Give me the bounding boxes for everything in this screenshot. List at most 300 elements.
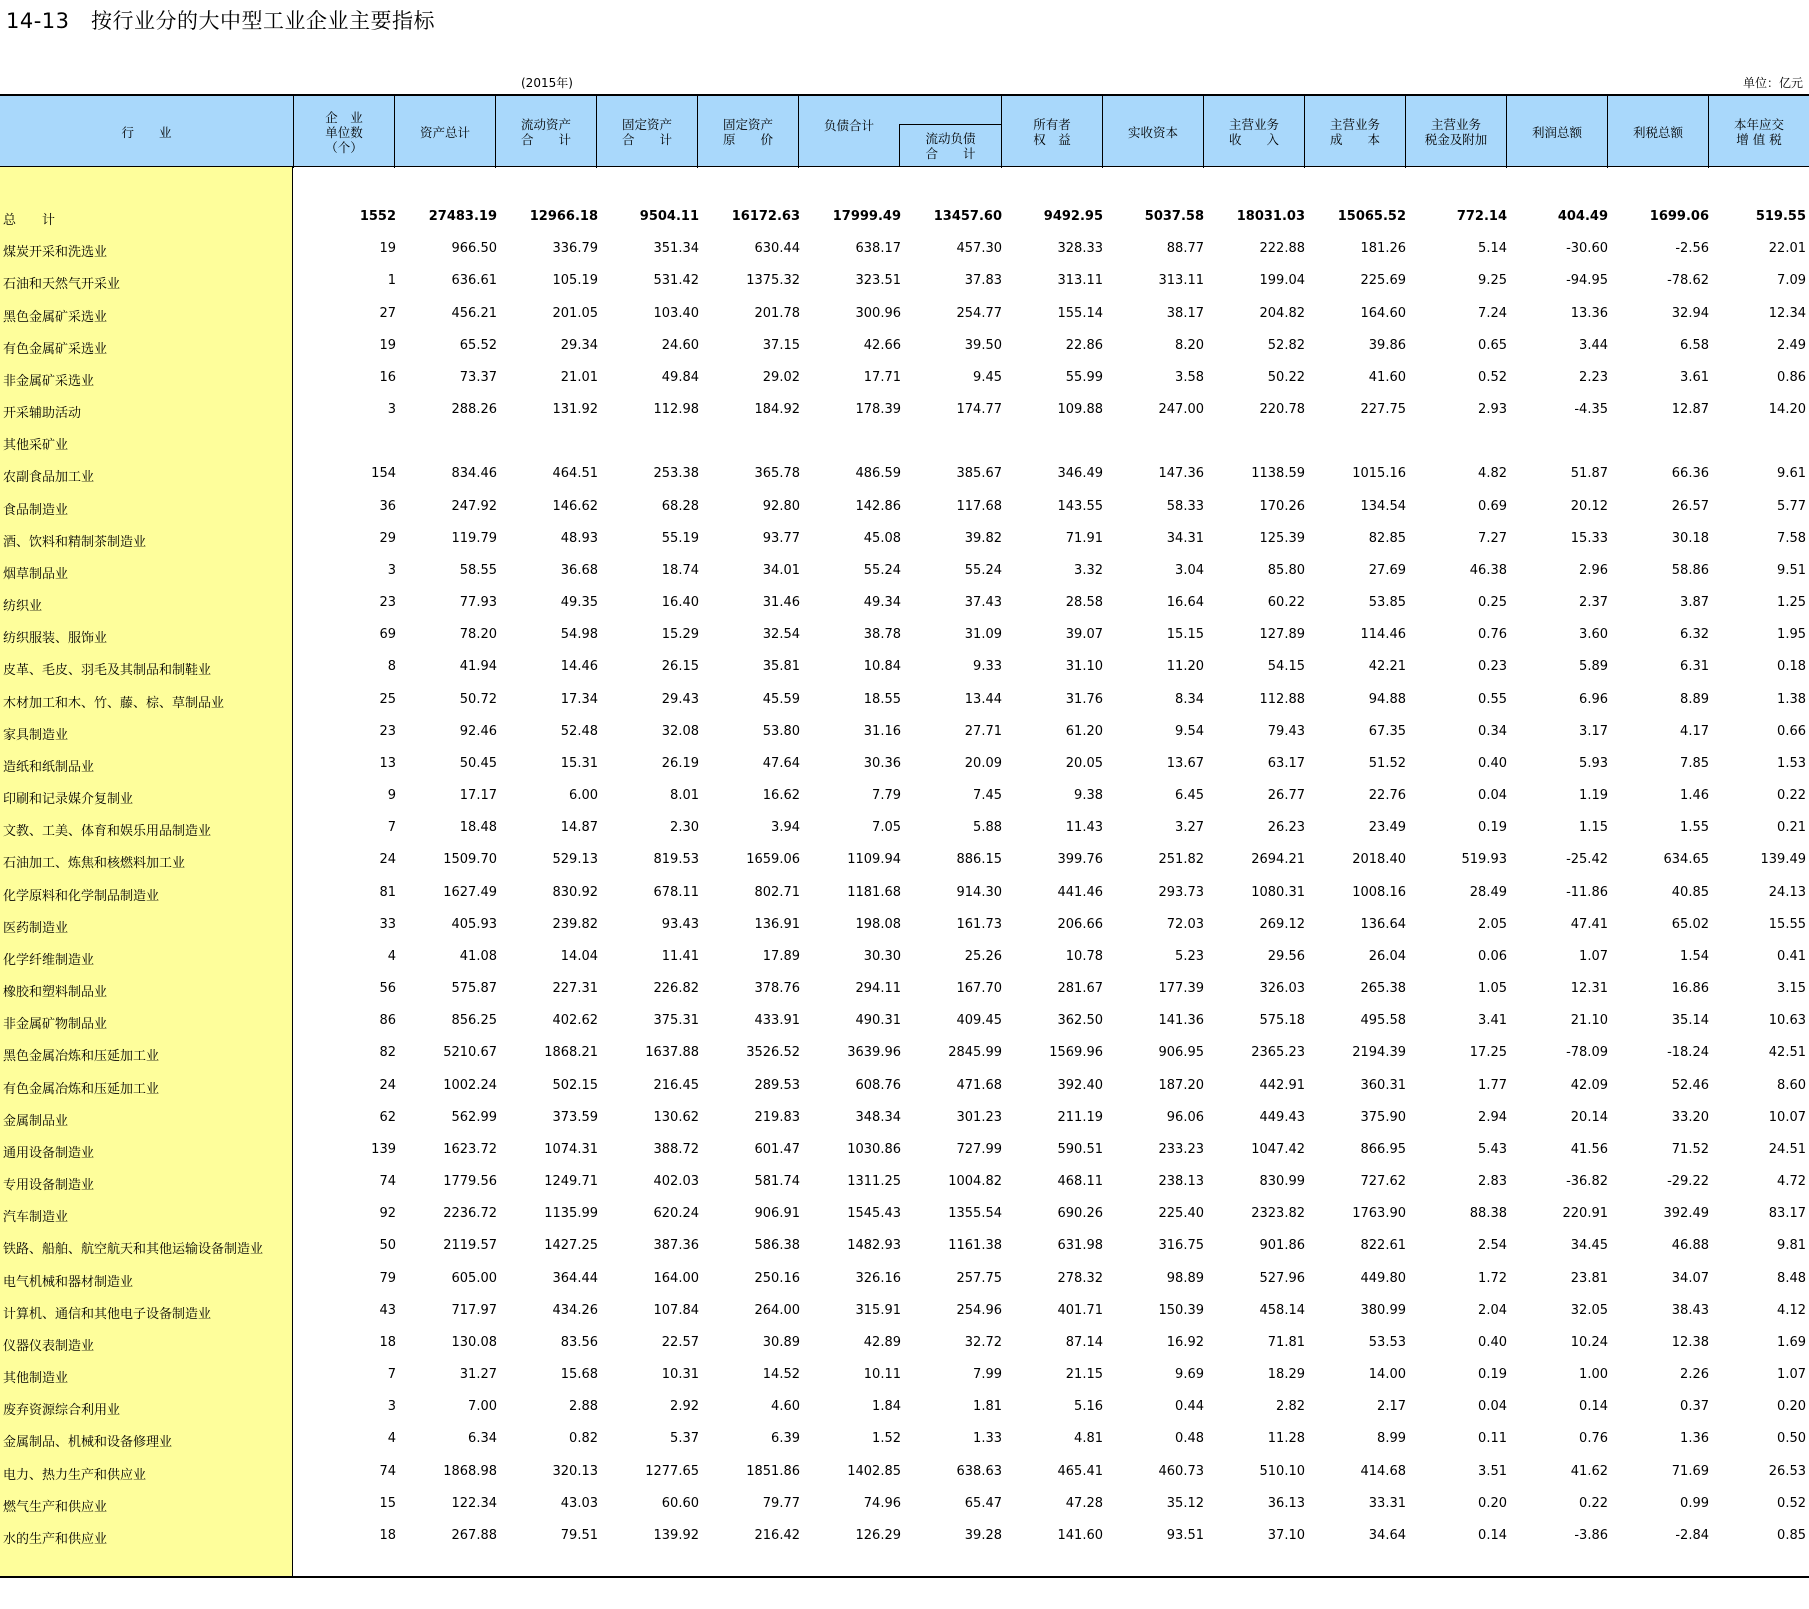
row-value-cell: 216.45 xyxy=(653,1077,699,1093)
row-value-cell: 127.89 xyxy=(1259,627,1305,643)
table-row xyxy=(0,1038,1809,1070)
row-value-cell: 98.89 xyxy=(1166,1270,1204,1286)
row-value-cell: 441.46 xyxy=(1057,884,1103,900)
row-value-cell: 5.88 xyxy=(973,820,1002,836)
row-value-cell: 16.62 xyxy=(762,788,800,804)
row-value-cell: 502.15 xyxy=(552,1077,598,1093)
row-value-cell: 22.86 xyxy=(1065,337,1103,353)
row-value-cell: 630.44 xyxy=(754,241,800,257)
row-value-cell: 527.96 xyxy=(1259,1270,1305,1286)
row-value-cell: 1181.68 xyxy=(847,884,901,900)
row-industry-name: 有色金属冶炼和压延加工业 xyxy=(3,1081,160,1097)
row-value-cell: 33.20 xyxy=(1671,1109,1709,1125)
row-value-cell: 12.34 xyxy=(1768,305,1806,321)
row-value-cell: 11.43 xyxy=(1065,820,1103,836)
row-value-cell: 727.62 xyxy=(1360,1174,1406,1190)
row-value-cell: 3 xyxy=(387,1399,396,1415)
row-value-cell: 93.77 xyxy=(762,530,800,546)
row-value-cell: 1375.32 xyxy=(746,273,800,289)
row-value-cell: 93.43 xyxy=(661,916,699,932)
row-value-cell: 392.40 xyxy=(1057,1077,1103,1093)
row-value-cell: 72.03 xyxy=(1166,916,1204,932)
row-value-cell: 1008.16 xyxy=(1352,884,1406,900)
row-value-cell: 364.44 xyxy=(552,1270,598,1286)
row-value-cell: 187.20 xyxy=(1158,1077,1204,1093)
row-value-cell: 1109.94 xyxy=(847,852,901,868)
row-value-cell: 52.82 xyxy=(1267,337,1305,353)
row-value-cell: 323.51 xyxy=(855,273,901,289)
row-value-cell: 66.36 xyxy=(1671,466,1709,482)
row-value-cell: 55.24 xyxy=(964,562,1002,578)
row-value-cell: 1.52 xyxy=(872,1431,901,1447)
row-value-cell: 1763.90 xyxy=(1352,1206,1406,1222)
row-value-cell: 170.26 xyxy=(1259,498,1305,514)
row-value-cell: 802.71 xyxy=(754,884,800,900)
row-value-cell: 1138.59 xyxy=(1251,466,1305,482)
row-value-cell: 55.99 xyxy=(1065,369,1103,385)
row-value-cell: 267.88 xyxy=(451,1527,497,1543)
row-value-cell: 46.38 xyxy=(1469,562,1507,578)
row-value-cell: 139.49 xyxy=(1760,852,1806,868)
row-value-cell: 10.07 xyxy=(1768,1109,1806,1125)
row-value-cell: 79.51 xyxy=(560,1527,598,1543)
row-value-cell: 6.39 xyxy=(771,1431,800,1447)
row-value-cell: 14.00 xyxy=(1368,1367,1406,1383)
table-row xyxy=(0,1392,1809,1424)
row-value-cell: 13.67 xyxy=(1166,755,1204,771)
row-value-cell: 114.46 xyxy=(1360,627,1406,643)
table-row xyxy=(0,1424,1809,1456)
row-value-cell: 112.98 xyxy=(653,402,699,418)
row-industry-name: 农副食品加工业 xyxy=(3,470,95,486)
row-value-cell: 1699.06 xyxy=(1649,209,1709,224)
row-value-cell: 0.44 xyxy=(1175,1399,1204,1415)
row-value-cell: 6.32 xyxy=(1680,627,1709,643)
row-value-cell: 32.72 xyxy=(964,1334,1002,1350)
row-value-cell: 82 xyxy=(379,1045,396,1061)
row-value-cell: 125.39 xyxy=(1259,530,1305,546)
row-value-cell: 7.05 xyxy=(872,820,901,836)
row-value-cell: 239.82 xyxy=(552,916,598,932)
row-value-cell: 58.86 xyxy=(1671,562,1709,578)
row-value-cell: 30.36 xyxy=(863,755,901,771)
table-row xyxy=(0,331,1809,363)
row-value-cell: 387.36 xyxy=(653,1238,699,1254)
table-row xyxy=(0,652,1809,684)
row-value-cell: 250.16 xyxy=(754,1270,800,1286)
row-value-cell: 27.69 xyxy=(1368,562,1406,578)
row-value-cell: 35.81 xyxy=(762,659,800,675)
row-value-cell: 2119.57 xyxy=(443,1238,497,1254)
row-value-cell: 20.05 xyxy=(1065,755,1103,771)
row-value-cell: 315.91 xyxy=(855,1302,901,1318)
row-value-cell: -29.22 xyxy=(1667,1174,1709,1190)
table-row xyxy=(0,363,1809,395)
row-value-cell: 161.73 xyxy=(956,916,1002,932)
row-value-cell: 21.15 xyxy=(1065,1367,1103,1383)
row-value-cell: 7.27 xyxy=(1478,530,1507,546)
row-value-cell: 4 xyxy=(387,1431,396,1447)
row-value-cell: 35.14 xyxy=(1671,1013,1709,1029)
row-value-cell: 34.07 xyxy=(1671,1270,1709,1286)
row-industry-name: 通用设备制造业 xyxy=(3,1145,95,1161)
row-industry-name: 其他制造业 xyxy=(3,1371,69,1387)
row-value-cell: 906.95 xyxy=(1158,1045,1204,1061)
row-value-cell: 7 xyxy=(387,1367,396,1383)
row-value-cell: 92 xyxy=(379,1206,396,1222)
row-value-cell: 136.64 xyxy=(1360,916,1406,932)
row-value-cell: 0.65 xyxy=(1478,337,1507,353)
row-value-cell: 316.75 xyxy=(1158,1238,1204,1254)
row-value-cell: 690.26 xyxy=(1057,1206,1103,1222)
row-value-cell: 2.30 xyxy=(670,820,699,836)
row-value-cell: 41.60 xyxy=(1368,369,1406,385)
row-value-cell: 3.51 xyxy=(1478,1463,1507,1479)
row-value-cell: 71.52 xyxy=(1671,1141,1709,1157)
row-value-cell: 58.33 xyxy=(1166,498,1204,514)
row-value-cell: 18 xyxy=(379,1334,396,1350)
row-industry-name: 专用设备制造业 xyxy=(3,1178,95,1194)
row-value-cell: 47.28 xyxy=(1065,1495,1103,1511)
row-value-cell: 2.54 xyxy=(1478,1238,1507,1254)
row-value-cell: 16172.63 xyxy=(731,209,800,224)
row-industry-name: 黑色金属矿采选业 xyxy=(3,309,108,325)
row-value-cell: 0.04 xyxy=(1478,788,1507,804)
row-value-cell: 9 xyxy=(387,788,396,804)
row-value-cell: 8.48 xyxy=(1777,1270,1806,1286)
row-industry-name: 皮革、毛皮、羽毛及其制品和制鞋业 xyxy=(3,663,212,679)
row-value-cell: 49.35 xyxy=(560,595,598,611)
row-value-cell: -11.86 xyxy=(1566,884,1608,900)
row-value-cell: -4.35 xyxy=(1574,402,1608,418)
row-value-cell: 1.38 xyxy=(1777,691,1806,707)
row-value-cell: 2.49 xyxy=(1777,337,1806,353)
row-value-cell: 1015.16 xyxy=(1352,466,1406,482)
table-row xyxy=(0,1006,1809,1038)
row-value-cell: 15.29 xyxy=(661,627,699,643)
row-value-cell: 7.45 xyxy=(973,788,1002,804)
row-value-cell: 42.51 xyxy=(1768,1045,1806,1061)
row-value-cell: 164.00 xyxy=(653,1270,699,1286)
row-value-cell: 10.78 xyxy=(1065,948,1103,964)
data-table xyxy=(0,94,1809,1578)
row-value-cell: 1637.88 xyxy=(645,1045,699,1061)
row-value-cell: 434.26 xyxy=(552,1302,598,1318)
row-value-cell: 220.91 xyxy=(1562,1206,1608,1222)
row-value-cell: 289.53 xyxy=(754,1077,800,1093)
row-value-cell: 201.78 xyxy=(754,305,800,321)
row-value-cell: 388.72 xyxy=(653,1141,699,1157)
row-value-cell: 7 xyxy=(387,820,396,836)
row-value-cell: 1277.65 xyxy=(645,1463,699,1479)
row-value-cell: 134.54 xyxy=(1360,498,1406,514)
row-value-cell: 288.26 xyxy=(451,402,497,418)
row-value-cell: 16.86 xyxy=(1671,981,1709,997)
unit-note: 单位：亿元 xyxy=(1742,76,1803,90)
row-value-cell: 348.34 xyxy=(855,1109,901,1125)
row-value-cell: 24 xyxy=(379,1077,396,1093)
row-value-cell: 0.25 xyxy=(1478,595,1507,611)
row-value-cell: 1.05 xyxy=(1478,981,1507,997)
row-value-cell: 1.46 xyxy=(1680,788,1709,804)
row-value-cell: 0.82 xyxy=(569,1431,598,1447)
row-value-cell: 586.38 xyxy=(754,1238,800,1254)
row-value-cell: 23.49 xyxy=(1368,820,1406,836)
row-value-cell: 42.21 xyxy=(1368,659,1406,675)
row-industry-name: 家具制造业 xyxy=(3,727,69,743)
row-value-cell: 5.23 xyxy=(1175,948,1204,964)
row-value-cell: 6.34 xyxy=(468,1431,497,1447)
row-value-cell: 96.06 xyxy=(1166,1109,1204,1125)
row-value-cell: 581.74 xyxy=(754,1174,800,1190)
row-value-cell: 8.89 xyxy=(1680,691,1709,707)
row-value-cell: 449.43 xyxy=(1259,1109,1305,1125)
row-value-cell: 620.24 xyxy=(653,1206,699,1222)
row-value-cell: 47.64 xyxy=(762,755,800,771)
row-industry-name: 石油加工、炼焦和核燃料加工业 xyxy=(3,856,186,872)
row-value-cell: 139 xyxy=(371,1141,396,1157)
row-industry-name: 纺织服装、服饰业 xyxy=(3,631,108,647)
row-value-cell: 3 xyxy=(387,562,396,578)
row-value-cell: 225.69 xyxy=(1360,273,1406,289)
row-value-cell: 41.56 xyxy=(1570,1141,1608,1157)
row-value-cell: 219.83 xyxy=(754,1109,800,1125)
row-value-cell: 79.43 xyxy=(1267,723,1305,739)
row-value-cell: 856.25 xyxy=(451,1013,497,1029)
row-value-cell: 22.76 xyxy=(1368,788,1406,804)
row-value-cell: 54.15 xyxy=(1267,659,1305,675)
row-value-cell: -78.62 xyxy=(1667,273,1709,289)
row-value-cell: 22.01 xyxy=(1768,241,1806,257)
row-value-cell: 300.96 xyxy=(855,305,901,321)
table-row xyxy=(0,1457,1809,1489)
row-industry-name: 电力、热力生产和供应业 xyxy=(3,1467,147,1483)
row-value-cell: 819.53 xyxy=(653,852,699,868)
row-value-cell: 136.91 xyxy=(754,916,800,932)
row-value-cell: 18 xyxy=(379,1527,396,1543)
row-value-cell: 24.60 xyxy=(661,337,699,353)
row-value-cell: 141.36 xyxy=(1158,1013,1204,1029)
row-value-cell: 0.18 xyxy=(1777,659,1806,675)
row-value-cell: 1074.31 xyxy=(544,1141,598,1157)
header-owners-equity: 所有者 权 益 xyxy=(1001,96,1102,168)
row-value-cell: 1.54 xyxy=(1680,948,1709,964)
row-value-cell: 39.07 xyxy=(1065,627,1103,643)
row-value-cell: 38.43 xyxy=(1671,1302,1709,1318)
row-value-cell: 15.33 xyxy=(1570,530,1608,546)
row-value-cell: 0.52 xyxy=(1777,1495,1806,1511)
row-value-cell: 74 xyxy=(379,1463,396,1479)
row-value-cell: 1659.06 xyxy=(746,852,800,868)
row-value-cell: 1552 xyxy=(359,209,396,224)
row-value-cell: 458.14 xyxy=(1259,1302,1305,1318)
row-value-cell: -2.56 xyxy=(1675,241,1709,257)
row-value-cell: 15.55 xyxy=(1768,916,1806,932)
row-value-cell: 50.22 xyxy=(1267,369,1305,385)
row-value-cell: 608.76 xyxy=(855,1077,901,1093)
row-industry-name: 煤炭开采和洗选业 xyxy=(3,245,108,261)
row-value-cell: 2.82 xyxy=(1276,1399,1305,1415)
row-value-cell: 346.49 xyxy=(1057,466,1103,482)
row-value-cell: 35.12 xyxy=(1166,1495,1204,1511)
row-value-cell: 47.41 xyxy=(1570,916,1608,932)
row-value-cell: 5.16 xyxy=(1074,1399,1103,1415)
row-value-cell: 23 xyxy=(379,595,396,611)
row-value-cell: 7.99 xyxy=(973,1367,1002,1383)
row-value-cell: 81 xyxy=(379,884,396,900)
row-value-cell: 531.42 xyxy=(653,273,699,289)
row-value-cell: 265.38 xyxy=(1360,981,1406,997)
row-value-cell: 575.87 xyxy=(451,981,497,997)
header-total-profit-tax: 利税总额 xyxy=(1607,96,1708,168)
row-value-cell: 36.68 xyxy=(560,562,598,578)
page-title: 14-13 按行业分的大中型工业企业主要指标 xyxy=(6,9,436,33)
row-value-cell: 83.56 xyxy=(560,1334,598,1350)
row-value-cell: 278.32 xyxy=(1057,1270,1103,1286)
row-value-cell: 1135.99 xyxy=(544,1206,598,1222)
row-value-cell: 45.08 xyxy=(863,530,901,546)
row-value-cell: 31.76 xyxy=(1065,691,1103,707)
row-value-cell: 143.55 xyxy=(1057,498,1103,514)
row-value-cell: 37.83 xyxy=(964,273,1002,289)
row-value-cell: 1161.38 xyxy=(948,1238,1002,1254)
row-value-cell: 5037.58 xyxy=(1144,209,1204,224)
row-value-cell: 11.28 xyxy=(1267,1431,1305,1447)
row-value-cell: 26.53 xyxy=(1768,1463,1806,1479)
row-value-cell: 575.18 xyxy=(1259,1013,1305,1029)
row-value-cell: 42.09 xyxy=(1570,1077,1608,1093)
row-value-cell: 39.86 xyxy=(1368,337,1406,353)
row-value-cell: 301.23 xyxy=(956,1109,1002,1125)
row-value-cell: 351.34 xyxy=(653,241,699,257)
row-value-cell: 211.19 xyxy=(1057,1109,1103,1125)
row-value-cell: 519.55 xyxy=(1755,209,1806,224)
row-value-cell: 326.03 xyxy=(1259,981,1305,997)
row-value-cell: 147.36 xyxy=(1158,466,1204,482)
row-value-cell: 17.71 xyxy=(863,369,901,385)
row-value-cell: 3.44 xyxy=(1579,337,1608,353)
row-value-cell: 12.38 xyxy=(1671,1334,1709,1350)
row-value-cell: 1623.72 xyxy=(443,1141,497,1157)
row-value-cell: 69 xyxy=(379,627,396,643)
row-value-cell: 14.04 xyxy=(560,948,598,964)
row-value-cell: 74 xyxy=(379,1174,396,1190)
row-value-cell: 50.72 xyxy=(459,691,497,707)
row-value-cell: 834.46 xyxy=(451,466,497,482)
row-value-cell: 402.03 xyxy=(653,1174,699,1190)
row-value-cell: 50.45 xyxy=(459,755,497,771)
row-value-cell: 105.19 xyxy=(552,273,598,289)
row-value-cell: 433.91 xyxy=(754,1013,800,1029)
table-row xyxy=(0,1296,1809,1328)
row-value-cell: 103.40 xyxy=(653,305,699,321)
row-value-cell: 1.81 xyxy=(973,1399,1002,1415)
row-value-cell: 3.41 xyxy=(1478,1013,1507,1029)
row-value-cell: 1509.70 xyxy=(443,852,497,868)
row-value-cell: 464.51 xyxy=(552,466,598,482)
row-value-cell: 62 xyxy=(379,1109,396,1125)
row-value-cell: 251.82 xyxy=(1158,852,1204,868)
row-value-cell: 471.68 xyxy=(956,1077,1002,1093)
row-value-cell: 31.46 xyxy=(762,595,800,611)
row-industry-name: 计算机、通信和其他电子设备制造业 xyxy=(3,1306,212,1322)
row-industry-name: 燃气生产和供应业 xyxy=(3,1499,108,1515)
table-row xyxy=(0,749,1809,781)
row-value-cell: 14.20 xyxy=(1768,402,1806,418)
row-value-cell: 0.21 xyxy=(1777,820,1806,836)
row-value-cell: 442.91 xyxy=(1259,1077,1305,1093)
row-value-cell: 486.59 xyxy=(855,466,901,482)
row-value-cell: 29.34 xyxy=(560,337,598,353)
row-value-cell: 34.01 xyxy=(762,562,800,578)
row-value-cell: 37.10 xyxy=(1267,1527,1305,1543)
row-value-cell: 605.00 xyxy=(451,1270,497,1286)
row-value-cell: 119.79 xyxy=(451,530,497,546)
row-value-cell: 14.46 xyxy=(560,659,598,675)
row-value-cell: 269.12 xyxy=(1259,916,1305,932)
row-value-cell: 43 xyxy=(379,1302,396,1318)
row-value-cell: 562.99 xyxy=(451,1109,497,1125)
table-row xyxy=(0,492,1809,524)
row-value-cell: 45.59 xyxy=(762,691,800,707)
row-value-cell: 30.18 xyxy=(1671,530,1709,546)
row-value-cell: 17.34 xyxy=(560,691,598,707)
row-industry-name: 造纸和纸制品业 xyxy=(3,759,95,775)
row-industry-name: 非金属矿物制品业 xyxy=(3,1017,108,1033)
row-value-cell: 0.40 xyxy=(1478,755,1507,771)
table-row xyxy=(0,1167,1809,1199)
row-industry-name: 烟草制品业 xyxy=(3,566,69,582)
row-value-cell: 0.23 xyxy=(1478,659,1507,675)
row-value-cell: 336.79 xyxy=(552,241,598,257)
row-value-cell: 34.31 xyxy=(1166,530,1204,546)
row-value-cell: 772.14 xyxy=(1456,209,1507,224)
row-value-cell: 254.77 xyxy=(956,305,1002,321)
row-value-cell: 21.10 xyxy=(1570,1013,1608,1029)
row-value-cell: 40.85 xyxy=(1671,884,1709,900)
row-value-cell: 1.25 xyxy=(1777,595,1806,611)
row-value-cell: 8.60 xyxy=(1777,1077,1806,1093)
table-row xyxy=(0,1360,1809,1392)
row-value-cell: 26.57 xyxy=(1671,498,1709,514)
row-value-cell: 1.53 xyxy=(1777,755,1806,771)
row-value-cell: 2236.72 xyxy=(443,1206,497,1222)
row-value-cell: 29 xyxy=(379,530,396,546)
row-value-cell: 8 xyxy=(387,659,396,675)
row-value-cell: 65.47 xyxy=(964,1495,1002,1511)
row-value-cell: 56 xyxy=(379,981,396,997)
row-value-cell: 43.03 xyxy=(560,1495,598,1511)
row-value-cell: 247.00 xyxy=(1158,402,1204,418)
row-value-cell: 11.41 xyxy=(661,948,699,964)
table-row xyxy=(0,1199,1809,1231)
header-paid-in-capital: 实收资本 xyxy=(1102,96,1203,168)
row-value-cell: 27483.19 xyxy=(428,209,497,224)
header-vat: 本年应交 增 值 税 xyxy=(1708,96,1809,168)
row-value-cell: 12966.18 xyxy=(529,209,598,224)
row-value-cell: 154 xyxy=(371,466,396,482)
row-value-cell: 2.96 xyxy=(1579,562,1608,578)
row-value-cell: 10.84 xyxy=(863,659,901,675)
row-industry-name: 石油和天然气开采业 xyxy=(3,277,121,293)
row-industry-name: 汽车制造业 xyxy=(3,1210,69,1226)
table-row xyxy=(0,781,1809,813)
row-value-cell: 1.07 xyxy=(1777,1367,1806,1383)
row-value-cell: 28.58 xyxy=(1065,595,1103,611)
row-value-cell: 1.07 xyxy=(1579,948,1608,964)
row-value-cell: 0.85 xyxy=(1777,1527,1806,1543)
row-value-cell: 495.58 xyxy=(1360,1013,1406,1029)
